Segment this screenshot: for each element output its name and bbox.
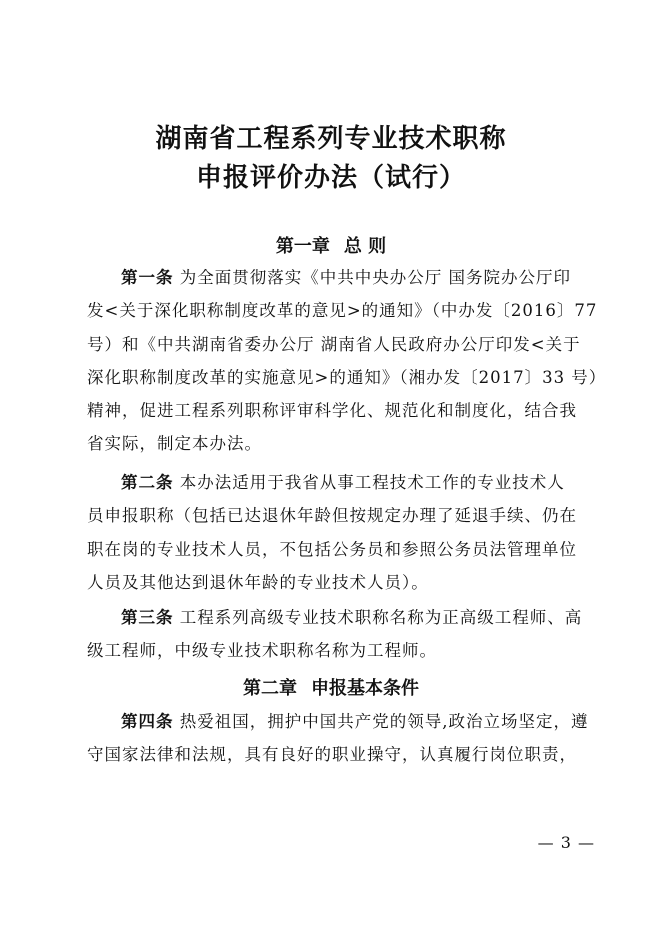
chapter-title: 总 则 [343,236,387,257]
article-line: 第一条 为全面贯彻落实《中共中央办公厅 国务院办公厅印 [121,268,571,287]
article-label: 第三条 [121,608,174,627]
article-line: 精神，促进工程系列职称评审科学化、规范化和制度化，结合我 [87,401,577,421]
article-paragraph [87,466,597,599]
chapter-heading [0,674,662,700]
chapter-heading [0,232,662,258]
chapter-title: 申报基本条件 [311,678,419,699]
article-line: 人员及其他达到退休年龄的专业技术人员）。 [87,572,429,592]
article-line: 省实际，制定本办法。 [87,434,262,454]
document-title-line1: 湖南省工程系列专业技术职称 [155,124,507,154]
document-title-line2: 申报评价办法（试行） [195,163,466,193]
article-line: 号）和《中共湖南省委办公厅 湖南省人民政府办公厅印发<关于 [87,334,581,354]
article-paragraph [87,261,607,461]
chapter-number: 第二章 [243,678,297,699]
article-label: 第二条 [121,473,174,492]
article-line: 职在岗的专业技术人员，不包括公务员和参照公务员法管理单位 [87,539,577,559]
article-line: 第二条 本办法适用于我省从事工程技术工作的专业技术人 [121,473,565,492]
chapter-number: 第一章 [275,236,330,257]
article-line: 深化职称制度改革的实施意见>的通知》（湘办发〔2017〕33 号） [87,367,607,387]
article-line: 守国家法律和法规，具有良好的职业操守，认真履行岗位职责， [87,745,577,765]
article-label: 第一条 [121,268,174,287]
page-number: — 3 — [537,833,595,852]
article-line: 发<关于深化职称制度改革的意见>的通知》（中办发〔2016〕77 [87,301,598,321]
article-line: 级工程师，中级专业技术职称名称为工程师。 [87,641,437,661]
article-line: 员申报职称（包括已达退休年龄但按规定办理了延退手续、仍在 [87,506,577,526]
article-paragraph [87,601,597,668]
article-line: 第三条 工程系列高级专业技术职称名称为正高级工程师、高 [121,608,583,627]
article-label: 第四条 [121,712,174,731]
article-line: 第四条 热爱祖国，拥护中国共产党的领导,政治立场坚定，遵 [121,712,589,731]
article-paragraph [87,705,597,772]
